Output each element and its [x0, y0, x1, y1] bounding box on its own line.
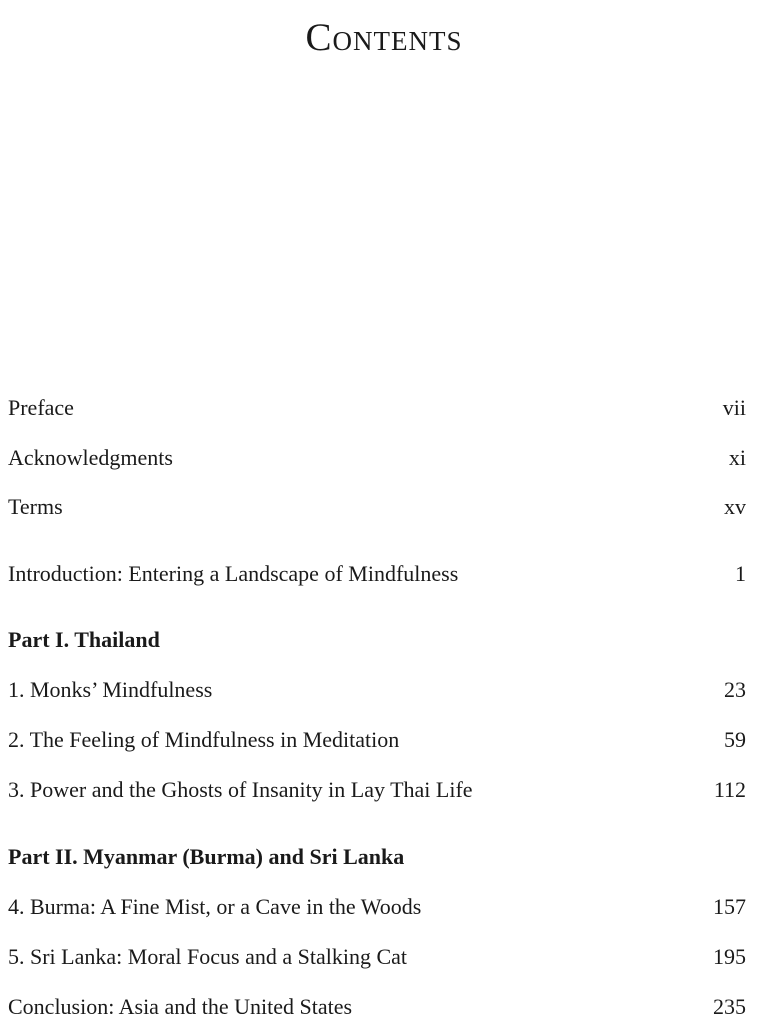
toc-entry-chapter-2[interactable] — [8, 725, 746, 755]
toc-part-heading-1 — [8, 625, 746, 655]
toc-entry-preface[interactable] — [8, 393, 746, 423]
toc-entry-introduction[interactable] — [8, 559, 746, 589]
toc-entry-label: 1. Monks’ Mindfulness — [8, 677, 213, 702]
toc-entry-page: 112 — [713, 777, 746, 802]
toc-entry-page: 235 — [713, 994, 746, 1019]
toc-entry-chapter-4[interactable] — [8, 892, 746, 922]
toc-entry-page: xv — [724, 494, 746, 519]
part-heading-label: Part I. Thailand — [8, 627, 160, 652]
toc-entry-page: 195 — [713, 944, 746, 969]
toc-entry-page: 23 — [724, 677, 746, 702]
toc-entry-conclusion[interactable] — [8, 992, 746, 1022]
toc-entry-chapter-1[interactable] — [8, 675, 746, 705]
toc-entry-acknowledgments[interactable] — [8, 443, 746, 473]
toc-entry-page: 1 — [735, 561, 746, 586]
toc-entry-label: 4. Burma: A Fine Mist, or a Cave in the Woods — [8, 894, 422, 919]
toc-entry-chapter-5[interactable] — [8, 942, 746, 972]
toc-entry-page: 59 — [724, 727, 746, 752]
toc-entry-terms[interactable] — [8, 492, 746, 522]
page-title: Contents — [305, 16, 463, 59]
toc-entry-label: Acknowledgments — [8, 445, 173, 470]
toc-entry-page: xi — [728, 445, 746, 470]
toc-entry-page: vii — [722, 395, 746, 420]
toc-entry-label: 5. Sri Lanka: Moral Focus and a Stalking Cat — [8, 944, 407, 969]
part-heading-label: Part II. Myanmar (Burma) and Sri Lanka — [8, 844, 405, 869]
toc-entry-label: Terms — [8, 494, 63, 519]
toc-entry-page: 157 — [713, 894, 746, 919]
toc-entry-chapter-3[interactable] — [8, 775, 746, 805]
toc-part-heading-2 — [8, 842, 746, 872]
toc-entry-label: Preface — [8, 395, 74, 420]
toc-entry-label: Introduction: Entering a Landscape of Mindfulness — [8, 561, 459, 586]
toc-entry-label: Conclusion: Asia and the United States — [8, 994, 353, 1019]
toc-entry-label: 2. The Feeling of Mindfulness in Meditation — [8, 727, 400, 752]
toc-entry-label: 3. Power and the Ghosts of Insanity in Lay Thai Life — [8, 777, 473, 802]
